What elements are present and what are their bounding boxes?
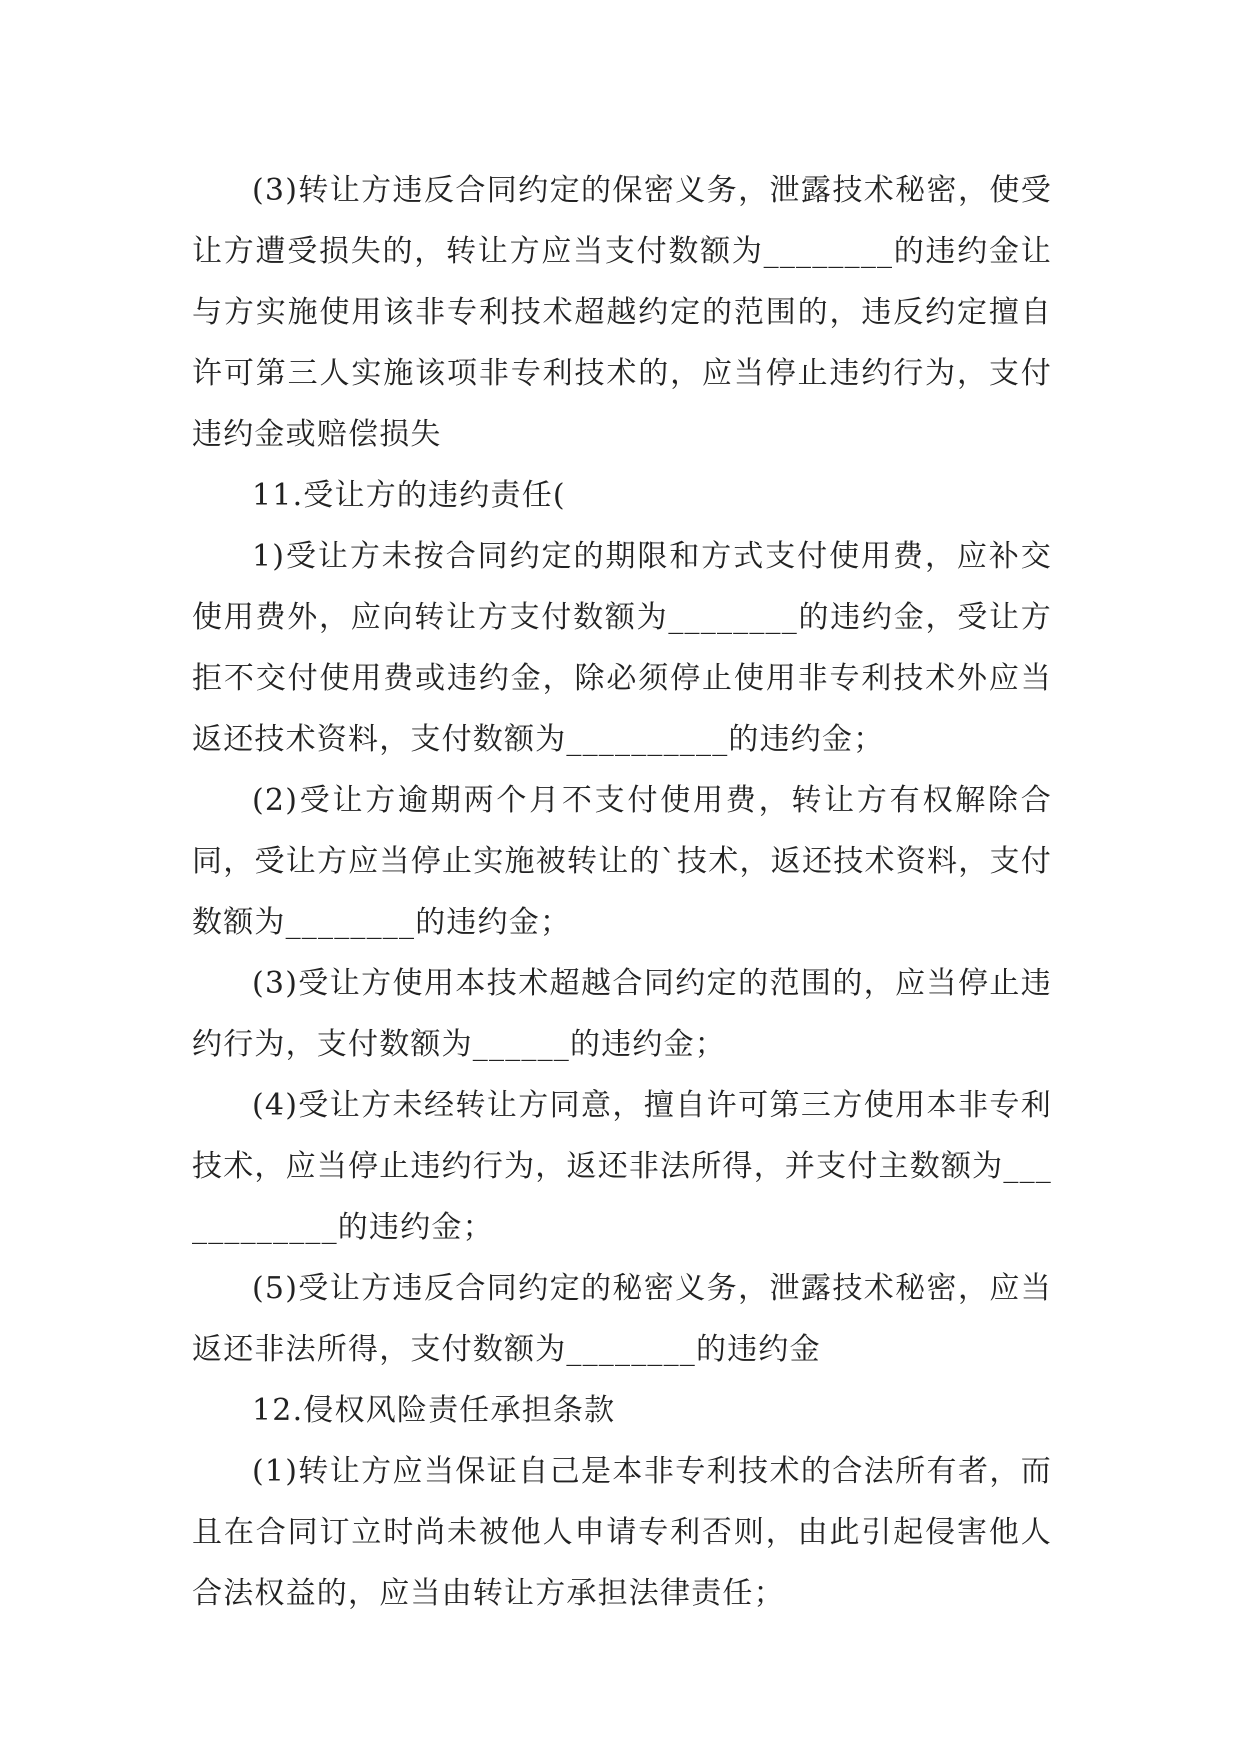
paragraph-lawful-owner: (1)转让方应当保证自己是本非专利技术的合法所有者，而且在合同订立时尚未被他人申请专利否则，由此引起侵害他人合法权益的，应当由转让方承担法律责任； xyxy=(192,1454,1052,1611)
paragraph-transferor-confidentiality: (3)转让方违反合同约定的保密义务，泄露技术秘密，使受让方遭受损失的，转让方应当支付数额为________的违约金让与方实施使用该非专利技术超越约定的范围的，违反约定擅自许可第三人实施该项非专利技术的，应当停止违约行为，支付违约金或赔偿损失 xyxy=(192,173,1052,452)
paragraph-overdue-two-months: (2)受让方逾期两个月不支付使用费，转让方有权解除合同，受让方应当停止实施被转让的`技术，返还技术资料，支付数额为________的违约金； xyxy=(192,783,1052,940)
heading-infringement-risk: 12.侵权风险责任承担条款 xyxy=(252,1393,616,1428)
heading-transferee-liability: 11.受让方的违约责任( xyxy=(252,478,566,513)
paragraph-secret-disclosure: (5)受让方违反合同约定的秘密义务，泄露技术秘密，应当返还非法所得，支付数额为________的违约金 xyxy=(192,1271,1052,1367)
paragraph-late-payment: 1)受让方未按合同约定的期限和方式支付使用费，应补交使用费外，应向转让方支付数额为________的违约金，受让方拒不交付使用费或违约金，除必须停止使用非专利技术外应当返还技术资料，支付数额为__________的违约金； xyxy=(192,539,1052,757)
document-body xyxy=(192,160,1052,1624)
paragraph-unauthorized-license: (4)受让方未经转让方同意，擅自许可第三方使用本非专利技术，应当停止违约行为，返还非法所得，并支付主数额为____________的违约金； xyxy=(192,1088,1052,1245)
paragraph-scope-exceeded: (3)受让方使用本技术超越合同约定的范围的，应当停止违约行为，支付数额为______的违约金； xyxy=(192,966,1052,1062)
